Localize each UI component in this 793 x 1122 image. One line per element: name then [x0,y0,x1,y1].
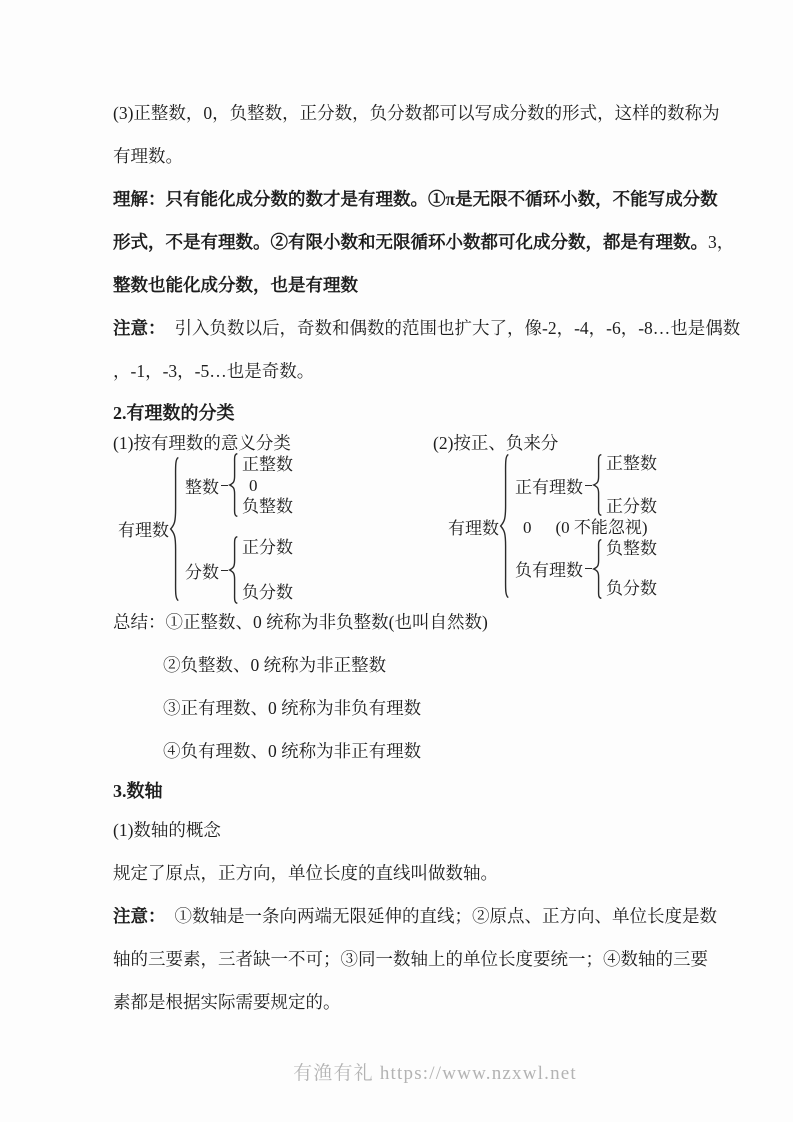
connector-line [221,570,228,571]
diagram-zero-note: (0 不能忽视) [555,518,648,537]
diagram-leaf: 负分数 [606,579,657,598]
text-line [113,601,757,644]
summary-label: 总结： [113,612,166,632]
diagram-group-fractions [180,536,293,604]
summary-item: ②负整数、0 统称为非正整数 [163,655,387,675]
watermark-link[interactable]: https://www.nzxwl.net [379,1063,577,1084]
summary-item: ③正有理数、0 统称为非负有理数 [163,698,422,718]
brace-icon [592,539,603,599]
watermark-footer [113,1058,757,1085]
text-line: 有理数。 [113,146,183,166]
diagram-leaf: 正整数 [242,454,293,474]
diagram-group-label: 分数 [185,562,219,582]
text-line: ，-1，-3，-5…也是奇数。 [113,361,315,381]
text-line: 素都是根据实际需要规定的。 [113,992,341,1012]
diagram-root-label: 有理数 [448,518,499,538]
paragraph-summary [113,601,757,773]
text-line: 整数也能化成分数，也是有理数 [113,275,358,295]
connector-line [221,485,228,486]
diagram-zero-row [510,517,657,538]
note-text: 引入负数以后，奇数和偶数的范围也扩大了，像-2，-4，-6，-8…也是偶数 [174,318,741,338]
brace-icon [592,454,603,516]
diagram-group-negative-rationals [510,538,657,599]
brace-icon [499,453,510,599]
text-line [113,221,757,264]
subhead-by-meaning: (1)按有理数的意义分类 [113,433,291,453]
classification-diagrams [113,453,757,601]
text-line [113,307,757,350]
diagram-leaf: 正分数 [606,497,657,516]
text-line: 理解：只有能化成分数的数才是有理数。①π是无限不循环小数，不能写成分数 [113,189,718,209]
diagram-leaf: 0 [523,518,532,537]
section-heading-classification: 2.有理数的分类 [113,403,235,423]
diagram-leaf: 负分数 [242,583,293,602]
diagram-leaf: 正整数 [606,454,657,473]
text-line: (3)正整数，0，负整数，正分数，负分数都可以写成分数的形式，这样的数称为 [113,103,720,123]
brace-icon [228,453,239,517]
diagram-leaf: 负整数 [242,496,293,516]
text-line: 规定了原点，正方向，单位长度的直线叫做数轴。 [113,863,498,883]
understanding-regular-tail: 3， [708,232,735,252]
brace-icon [169,456,180,602]
summary-item: ①正整数、0 统称为非负整数(也叫自然数) [165,612,488,632]
paragraph-note-1 [113,307,757,393]
subhead-by-sign: (2)按正、负来分 [433,433,559,453]
diagram-group-label: 整数 [185,477,219,497]
diagram-group-positive-rationals [510,453,657,517]
diagram-root-label: 有理数 [118,521,169,540]
text-line: 轴的三要素，三者缺一不可；③同一数轴上的单位长度要统一；④数轴的三要 [113,949,708,969]
paragraph-understanding [113,178,757,307]
paragraph-note-2 [113,895,757,1024]
classification-subheads [113,433,757,453]
connector-line [585,485,592,486]
diagram-group-label: 正有理数 [515,477,583,497]
paragraph-number-line [113,809,757,895]
text-line: (1)数轴的概念 [113,820,221,840]
diagram-group-integers [180,453,293,517]
paragraph-rational-definition [113,92,757,178]
classification-diagram-by-sign [448,453,657,599]
diagram-leaf: 正分数 [242,538,293,557]
brace-icon [228,536,239,604]
text-line [113,895,757,938]
diagram-leaf: 0 [249,475,258,495]
section-heading-number-line: 3.数轴 [113,781,163,801]
classification-diagram-by-meaning [118,453,293,604]
connector-line [585,568,592,569]
diagram-group-label: 负有理数 [515,561,583,580]
note-text: ①数轴是一条向两端无限延伸的直线；②原点、正方向、单位长度是数 [174,906,717,926]
note-label: 注意： [113,318,166,338]
diagram-leaf: 负整数 [606,539,657,558]
note-label: 注意： [113,906,166,926]
summary-item: ④负有理数、0 统称为非正有理数 [163,741,422,761]
watermark-brand: 有渔有礼 [293,1063,374,1084]
understanding-bold-text: 形式，不是有理数。②有限小数和无限循环小数都可化成分数，都是有理数。 [113,232,708,252]
